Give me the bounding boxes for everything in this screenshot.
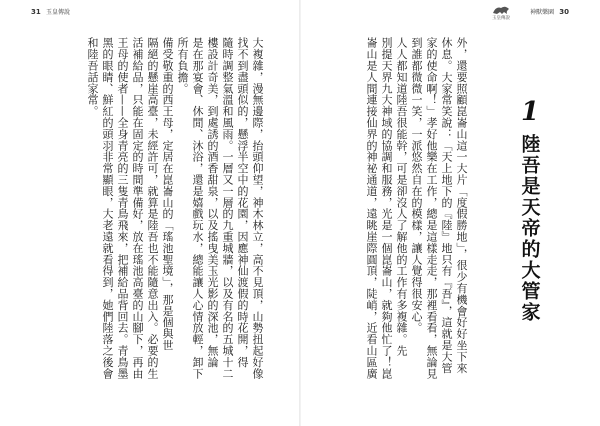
text-column: 找不到盡頭似的，懸浮半空中的花園，因應神仙渡假的時花開，得: [236, 37, 249, 368]
text-column: 隔絕的懸崖高臺，未經許可，就算是陸吾也不能隨意出入。必要的生: [146, 37, 159, 379]
right-header-book-title: 神獸樂園: [530, 9, 555, 16]
text-column: 樓設計奇美，到處誘的酒香甜泉，以及搖曳美玉光影的深池，無論: [206, 37, 219, 368]
beast-emblem-icon: [491, 4, 511, 16]
text-column: 崙山是人間連接仙界的神祕通道，遠眺崖際圓頂，陡峭，近看山區廣: [365, 37, 378, 379]
text-column: 所有負擔。: [176, 37, 189, 94]
text-column: 休息。大家常笑說：「天上地下的『陸』地只有『吾』，這就是大管: [440, 37, 453, 374]
right-page-header: [530, 8, 572, 17]
left-page-header: [28, 8, 70, 17]
text-column: 到誰都微微一笑，一派悠然自在的模樣，讓人覺得很安心。: [410, 37, 423, 334]
text-column: 黑的眼睛、鮮紅的頭羽非常顯眼，大老遠就看得到，她們陸落之後會: [101, 37, 114, 379]
text-column: 活補給品，只能在固定的時間準備好，放在瑤池高臺的山腳下，再由: [131, 37, 144, 379]
text-column: 外，還要照顧崑崙山這一大片「度假勝地」，很少有機會好好坐下來: [455, 37, 468, 374]
text-column: 別提天界九大神域的協調和服務，光是一個崑崙山，就夠他忙了！崑: [380, 37, 393, 379]
text-column: 備受敬重的西王母，定居在崑崙山的「瑤池聖境」，那是個與世: [161, 37, 174, 351]
series-logo: [488, 4, 514, 26]
text-column: 家的使命啊！」孝好他樂在工作，總是這樣走走，那裡看看，無論見: [425, 37, 438, 379]
right-page-text: [318, 37, 469, 377]
chapter-heading: [510, 98, 550, 338]
book-gutter: [299, 0, 301, 426]
chapter-number: 1: [520, 97, 540, 127]
text-column: 王母的使者——全身青亮的三隻青鳥飛來，把補給品背回去。青鳥墨: [116, 37, 129, 379]
text-column: 是在那宴會、休閒、沐浴，還是嬉戲玩水，總能讓人心情放輕，卸下: [191, 37, 204, 379]
text-column: 大複雜，漫無邊際，抬頭仰望，神木林立，高不見頂，山勢扭起好像: [251, 37, 264, 379]
text-column: 隨時調整氣溫和風雨。一層又一層的九重城牆，以及有名的五城十二: [221, 37, 234, 379]
left-header-book-title: 玉皇傳說: [45, 9, 70, 16]
right-page-number: 30: [559, 8, 569, 16]
logo-series-label: 玉皇傳說: [492, 16, 510, 21]
text-column: 人人都知道陸吾很能幹，可是卻沒人了解他的工作有多複雜。先: [395, 37, 408, 357]
left-page-number: 31: [31, 8, 41, 16]
left-page-text: [86, 37, 265, 379]
text-column: 和陸吾話家常。: [86, 37, 99, 117]
chapter-title: 陸吾是天帝的大管家: [518, 134, 541, 323]
